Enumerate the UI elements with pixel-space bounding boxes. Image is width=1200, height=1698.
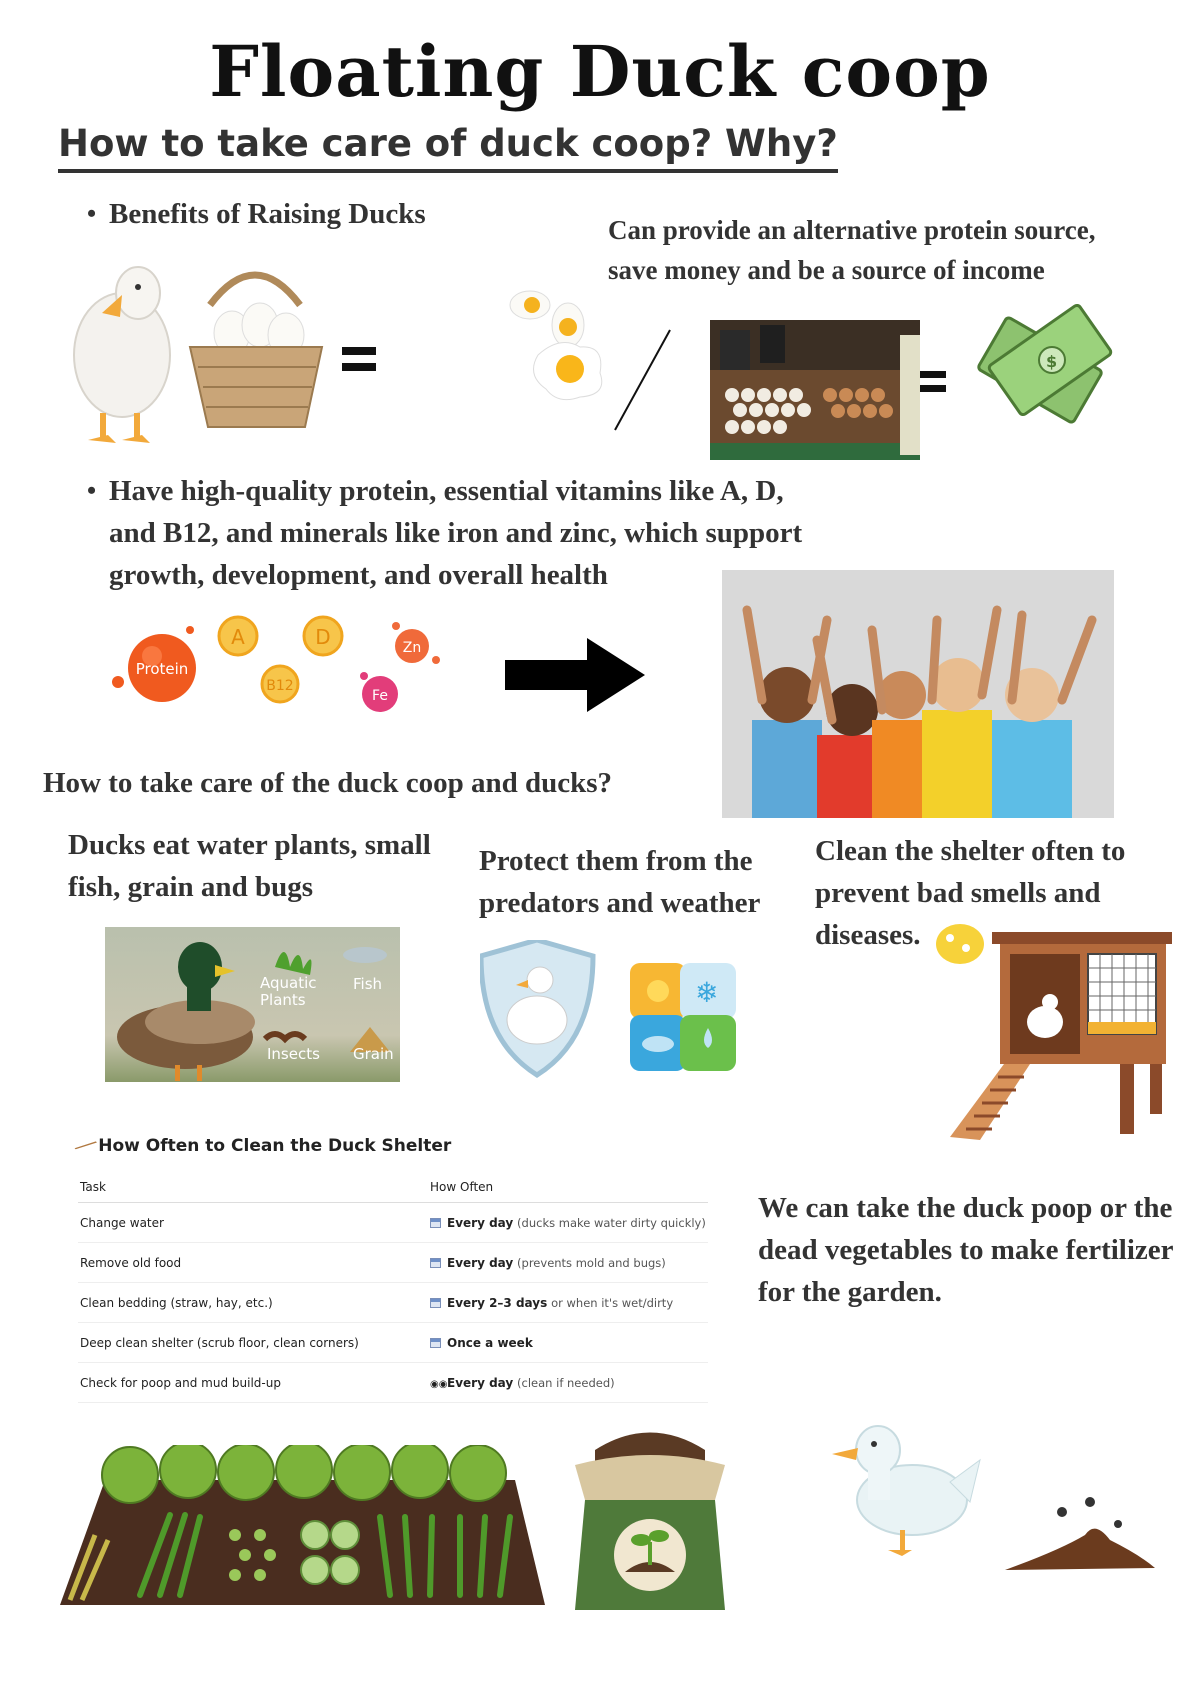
duck-coop-icon (930, 922, 1175, 1142)
money-icon (977, 304, 1112, 424)
care-heading: How to take care of the duck coop and ducks? (43, 767, 613, 799)
duck-food-image (105, 927, 400, 1082)
white-duck-icon (74, 267, 170, 443)
svg-text:$: $ (1046, 352, 1058, 371)
calendar-icon (430, 1258, 441, 1268)
task-cell: Check for poop and mud build-up (78, 1363, 428, 1403)
table-row (78, 1283, 708, 1323)
nutrition-text: • Have high-quality protein, essential vitamins like A, D, and B12, and minerals like iron and zinc, which support growth, development, and overall health (109, 470, 819, 596)
happy-children-photo (722, 570, 1114, 818)
frequency-cell (428, 1283, 708, 1323)
frequency-cell (428, 1243, 708, 1283)
egg-market-photo (710, 320, 920, 460)
white-duck-icon (830, 1410, 990, 1560)
fish-label: Fish (353, 975, 383, 993)
shield-duck-icon (481, 940, 593, 1075)
task-cell: Change water (78, 1203, 428, 1243)
fly-icon (1085, 1497, 1095, 1507)
frequency-note: or when it's wet/dirty (551, 1295, 674, 1310)
table-title: How Often to Clean the Duck Shelter (98, 1136, 452, 1156)
table-row (78, 1243, 708, 1283)
eggs-food-icon (510, 291, 602, 400)
aquatic-plants-label: Aquatic Plants (260, 974, 317, 1009)
benefits-statement: Can provide an alternative protein source, save money and be a source of income (608, 215, 1096, 285)
fly-icon (1114, 1520, 1122, 1528)
zinc-label: Zn (402, 640, 422, 656)
broom-icon: ╱ (74, 1135, 96, 1157)
care-clean-text: Clean the shelter often to prevent bad smells and diseases. (815, 835, 1126, 951)
vitamin-b12-label: B12 (266, 678, 294, 694)
eyes-icon: ◉◉ (430, 1378, 448, 1390)
equals-icon (920, 371, 946, 392)
table-row (78, 1323, 708, 1363)
frequency-value: Every day (447, 1215, 514, 1230)
vitamin-d-label: D (315, 625, 331, 649)
frequency-note: (prevents mold and bugs) (517, 1255, 666, 1270)
fertilizer-sack-icon (565, 1420, 735, 1615)
vitamin-a-label: A (231, 625, 245, 649)
vegetable-garden-icon (60, 1445, 550, 1615)
table-header-row (78, 1180, 708, 1203)
iron-label: Fe (372, 688, 388, 704)
cleaning-schedule-table (78, 1180, 708, 1403)
table-row (78, 1203, 708, 1243)
right-arrow-icon (505, 638, 645, 712)
frequency-value: Every 2–3 days (447, 1295, 548, 1310)
protein-bubble (112, 626, 196, 702)
frequency-cell (428, 1363, 708, 1403)
care-food-text: Ducks eat water plants, small fish, grain and bugs (68, 829, 431, 903)
frequency-cell (428, 1323, 708, 1363)
vitamin-b12-bubble (262, 666, 298, 702)
page-title: Floating Duck coop (209, 30, 991, 113)
egg-basket-icon (190, 275, 322, 427)
insects-label: Insects (267, 1045, 320, 1063)
protein-label: Protein (135, 660, 189, 678)
vitamin-a-bubble (219, 617, 257, 655)
calendar-icon (430, 1338, 441, 1348)
frequency-value: Every day (447, 1255, 514, 1270)
frequency-note: (clean if needed) (517, 1375, 615, 1390)
vitamin-bubbles (100, 600, 460, 720)
benefits-illustration (60, 255, 1200, 465)
frequency-note: (ducks make water dirty quickly) (517, 1215, 706, 1230)
task-cell: Deep clean shelter (scrub floor, clean corners) (78, 1323, 428, 1363)
fly-icon (1057, 1507, 1067, 1517)
equals-icon (342, 347, 376, 371)
slash-divider (615, 330, 670, 430)
task-cell: Remove old food (78, 1243, 428, 1283)
frequency-cell (428, 1203, 708, 1243)
weather-icon (630, 963, 736, 1071)
grain-label: Grain (353, 1045, 394, 1063)
svg-text:❄: ❄ (695, 976, 719, 1009)
frequency-value: Once a week (447, 1335, 533, 1350)
calendar-icon (430, 1218, 441, 1228)
calendar-icon (430, 1298, 441, 1308)
care-protect-text: Protect them from the predators and weather (479, 845, 761, 919)
poop-pile-icon (1000, 1490, 1160, 1580)
benefits-heading: • Benefits of Raising Ducks (109, 193, 426, 235)
sponge-icon (936, 924, 984, 964)
zinc-bubble (392, 622, 440, 664)
frequency-column-header: How Often (428, 1180, 708, 1203)
fertilizer-text: We can take the duck poop or the dead vegetables to make fertilizer for the garden. (758, 1192, 1174, 1308)
protection-icons (480, 940, 750, 1085)
task-cell: Clean bedding (straw, hay, etc.) (78, 1283, 428, 1323)
vitamin-d-bubble (304, 617, 342, 655)
task-column-header: Task (78, 1180, 428, 1203)
table-title-row (74, 1135, 452, 1157)
section-subtitle: How to take care of duck coop? Why? (58, 122, 838, 173)
table-row (78, 1363, 708, 1403)
iron-bubble (360, 672, 398, 712)
frequency-value: Every day (447, 1375, 514, 1390)
